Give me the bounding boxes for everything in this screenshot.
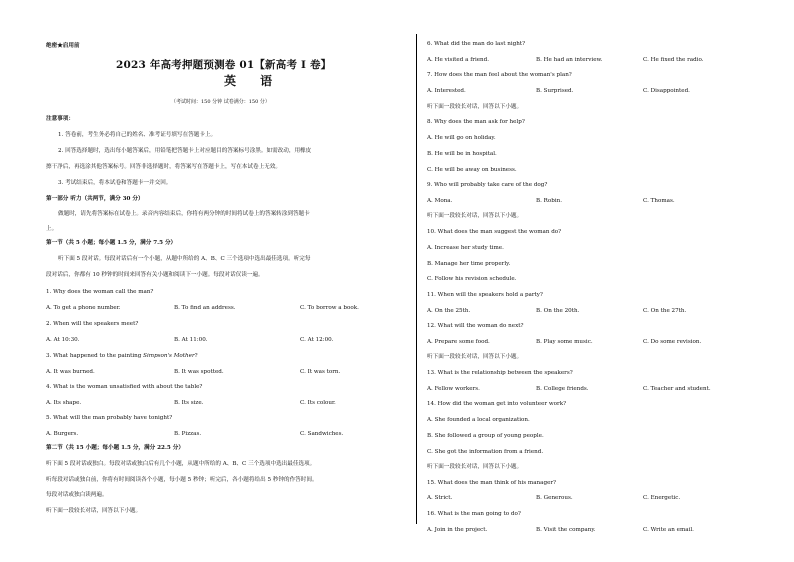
question-3	[46, 353, 198, 360]
q7-option-c: C. Disappointed.	[643, 88, 690, 94]
q1-option-a: A. To get a phone number.	[46, 305, 121, 311]
secret-label: 绝密★启用前	[46, 43, 80, 49]
q1-option-c: C. To borrow a book.	[300, 305, 359, 311]
section1-heading: 第一节（共 5 小题；每小题 1.5 分，满分 7.5 分）	[46, 240, 177, 246]
listen-instruction: 听下面一段较长对话，回答以下小题。	[427, 464, 523, 470]
q16-option-b: B. Visit the company.	[536, 527, 596, 533]
q4-option-b: B. Its size.	[174, 400, 204, 406]
q8-option-a: A. He will go on holiday.	[427, 135, 496, 141]
note-2a: 2. 回答选择题时，选出每小题答案后，用铅笔把答题卡上对应题目的答案标号涂黑。如需改动，用橡皮	[58, 148, 312, 154]
listen-instruction: 听下面一段较长对话，回答以下小题。	[427, 104, 523, 110]
q6-option-b: B. He had an interview.	[536, 57, 603, 63]
listen-instruction: 听下面一段较长对话，回答以下小题。	[427, 213, 523, 219]
q2-option-b: B. At 11:00.	[174, 337, 208, 343]
q16-option-a: A. Join in the project.	[427, 527, 488, 533]
question-6: 6. What did the man do last night?	[427, 41, 526, 47]
q9-option-c: C. Thomas.	[643, 198, 675, 204]
q11-option-b: B. On the 20th.	[536, 308, 580, 314]
section2-desc-a: 听下面 5 段对话或独白。每段对话或独白后有几个小题，从题中所给的 A、B、C 三个选项中选出最佳选项。	[46, 461, 316, 467]
note-3: 3. 考试结束后，将本试卷和答题卡一并交回。	[58, 180, 172, 186]
q10-option-b: B. Manage her time properly.	[427, 261, 511, 267]
notes-heading: 注意事项：	[46, 116, 74, 122]
q16-option-c: C. Write an email.	[643, 527, 694, 533]
question-7: 7. How does the man feel about the woman's plan?	[427, 72, 572, 78]
part1-desc-a: 做题时，请先将答案标在试卷上。录音内容结束后，你将有两分钟的时间将试卷上的答案转涂到答题卡	[58, 211, 310, 217]
q3-text: 3. What happened to the painting	[46, 353, 144, 359]
q12-option-b: B. Play some music.	[536, 339, 593, 345]
question-2: 2. When will the speakers meet?	[46, 321, 139, 327]
q3-end: ?	[194, 353, 198, 359]
q8-option-b: B. He will be in hospital.	[427, 151, 497, 157]
section2-desc-c: 每段对话或独白读两遍。	[46, 492, 108, 498]
q10-option-c: C. Follow his revision schedule.	[427, 276, 517, 282]
q5-option-a: A. Burgers.	[46, 431, 79, 437]
q4-option-c: C. Its colour.	[300, 400, 336, 406]
q9-option-b: B. Robin.	[536, 198, 562, 204]
section2-desc-b: 听每段对话或独白前，你将有时间阅读各个小题，每小题 5 秒钟；听完后，各小题将给出 5 秒钟的作答时间。	[46, 477, 318, 483]
listen-instruction: 听下面一段较长对话，回答以下小题。	[427, 354, 523, 360]
q12-option-a: A. Prepare some food.	[427, 339, 490, 345]
q5-option-b: B. Pizzas.	[174, 431, 202, 437]
question-11: 11. When will the speakers hold a party?	[427, 292, 543, 298]
part1-heading: 第一部分 听力（共两节，满分 30 分）	[46, 196, 144, 202]
question-9: 9. Who will probably take care of the dog?	[427, 182, 548, 188]
section1-desc-b: 段对话后，你都有 10 秒钟的时间来回答有关小题和阅读下一小题。每段对话仅读一遍。	[46, 272, 264, 278]
question-4: 4. What is the woman unsatisfied with about the table?	[46, 384, 203, 390]
section1-desc-a: 听下面 5 段对话。每段对话后有一个小题，从题中所给的 A、B、C 三个选项中选出最佳选项。听完每	[58, 256, 311, 262]
q14-option-b: B. She followed a group of young people.	[427, 433, 544, 439]
exam-info: （考试时间：150 分钟 试卷满分：150 分）	[171, 99, 270, 105]
q15-option-c: C. Energetic.	[643, 495, 681, 501]
listen-instruction: 听下面一段较长对话，回答以下小题。	[46, 508, 142, 514]
question-16: 16. What is the man going to do?	[427, 511, 521, 517]
q6-option-a: A. He visited a friend.	[427, 57, 490, 63]
q3-option-c: C. It was torn.	[300, 369, 341, 375]
q8-option-c: C. He will be away on business.	[427, 167, 517, 173]
subject-title: 英 语	[224, 74, 283, 88]
q11-option-a: A. On the 25th.	[427, 308, 471, 314]
part1-desc-b: 上。	[46, 226, 58, 232]
q13-option-c: C. Teacher and student.	[643, 386, 711, 392]
q13-option-a: A. Fellow workers.	[427, 386, 480, 392]
note-1: 1. 答卷前，考生务必将自己的姓名、准考证号填写在答题卡上。	[58, 132, 217, 138]
question-1: 1. Why does the woman call the man?	[46, 289, 154, 295]
q1-option-b: B. To find an address.	[174, 305, 236, 311]
question-12: 12. What will the woman do next?	[427, 323, 524, 329]
q9-option-a: A. Mona.	[427, 198, 453, 204]
question-8: 8. Why does the man ask for help?	[427, 119, 525, 125]
q3-option-a: A. It was burned.	[46, 369, 95, 375]
q7-option-a: A. Interested.	[427, 88, 466, 94]
q12-option-c: C. Do some revision.	[643, 339, 702, 345]
q7-option-b: B. Surprised.	[536, 88, 574, 94]
q3-painting-title: Simpson's Mother	[143, 353, 195, 359]
q5-option-c: C. Sandwiches.	[300, 431, 344, 437]
note-2b: 擦干净后，再选涂其他答案标号。回答非选择题时，将答案写在答题卡上，写在本试卷上无效。	[46, 164, 281, 170]
q2-option-a: A. At 10:30.	[46, 337, 80, 343]
q13-option-b: B. College friends.	[536, 386, 589, 392]
q11-option-c: C. On the 27th.	[643, 308, 687, 314]
q2-option-c: C. At 12:00.	[300, 337, 334, 343]
question-15: 15. What does the man think of his manager?	[427, 480, 557, 486]
q14-option-a: A. She founded a local organization.	[427, 417, 530, 423]
exam-title: 2023 年高考押题预测卷 01【新高考 I 卷】	[116, 59, 332, 71]
q15-option-a: A. Strict.	[427, 495, 453, 501]
q14-option-c: C. She got the information from a friend.	[427, 449, 544, 455]
question-10: 10. What does the man suggest the woman do?	[427, 229, 562, 235]
q10-option-a: A. Increase her study time.	[427, 245, 504, 251]
column-divider	[416, 34, 417, 524]
question-5: 5. What will the man probably have tonight?	[46, 415, 173, 421]
question-14: 14. How did the woman get into volunteer work?	[427, 401, 567, 407]
q6-option-c: C. He fixed the radio.	[643, 57, 704, 63]
q3-option-b: B. It was spotted.	[174, 369, 224, 375]
q15-option-b: B. Generous.	[536, 495, 573, 501]
q4-option-a: A. Its shape.	[46, 400, 82, 406]
section2-heading: 第二节（共 15 小题；每小题 1.5 分，满分 22.5 分）	[46, 445, 184, 451]
question-13: 13. What is the relationship between the speakers?	[427, 370, 573, 376]
